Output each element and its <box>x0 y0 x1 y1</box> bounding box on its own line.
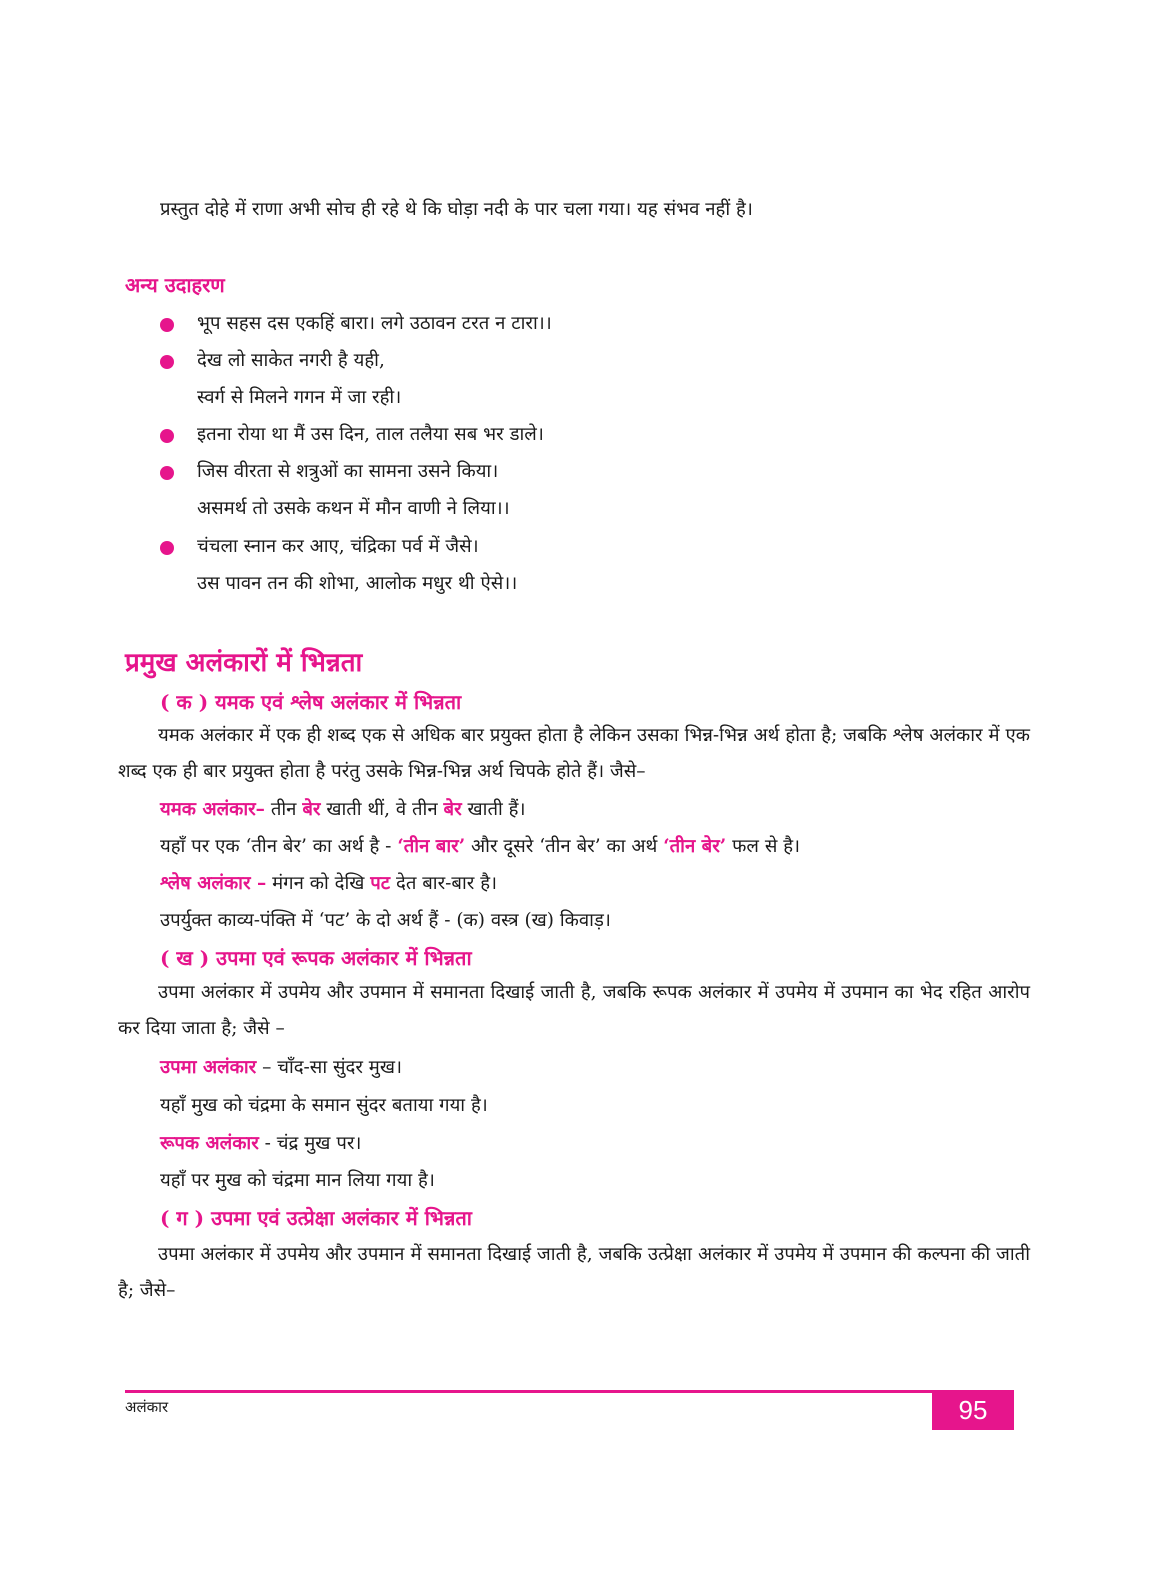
main-heading: प्रमुख अलंकारों में भिन्नता <box>125 648 363 678</box>
yamak-explanation <box>160 834 800 860</box>
bullet-icon <box>160 466 174 480</box>
yamak-example <box>160 797 526 823</box>
bullet-icon <box>160 318 174 332</box>
bullet-icon <box>160 541 174 555</box>
section-ka-heading: ( क ) यमक एवं श्लेष अलंकार में भिन्नता <box>160 690 462 714</box>
example-line: उस पावन तन की शोभा, आलोक मधुर थी ऐसे।। <box>197 573 518 594</box>
explanation-highlight: ‘तीन बार’ <box>397 836 466 857</box>
example-line: जिस वीरता से शत्रुओं का सामना उसने किया। <box>197 461 499 482</box>
bullet-icon <box>160 355 174 369</box>
section-ka-paragraph: यमक अलंकार में एक ही शब्द एक से अधिक बार प्रयुक्त होता है लेकिन उसका भिन्न-भिन्न अर्थ होता है; जबकि श्लेष अलंकार में एक शब्द एक ही बार प्रयुक्त होता है परंतु उसके भिन्न-भिन्न अर्थ चिपके होते हैं। जैसे– <box>118 725 1030 782</box>
yamak-highlight: बेर <box>302 799 321 820</box>
rupak-explanation: यहाँ पर मुख को चंद्रमा मान लिया गया है। <box>160 1170 435 1191</box>
shlesh-text: देत बार-बार है। <box>390 873 498 894</box>
upma-example <box>160 1055 402 1081</box>
section-ga-heading: ( ग ) उपमा एवं उत्प्रेक्षा अलंकार में भिन्नता <box>160 1206 472 1230</box>
yamak-text: खाती थीं, वे तीन <box>320 799 444 820</box>
rupak-label: रूपक अलंकार <box>160 1133 259 1154</box>
example-line: स्वर्ग से मिलने गगन में जा रही। <box>197 387 402 408</box>
section-kha-paragraph: उपमा अलंकार में उपमेय और उपमान में समानता दिखाई जाती है, जबकि रूपक अलंकार में उपमेय में उपमान का भेद रहित आरोप कर दिया जाता है; जैसे – <box>118 982 1030 1039</box>
explanation-highlight: ‘तीन बेर’ <box>663 836 727 857</box>
example-line: भूप सहस दस एकहिं बारा। लगे उठावन टरत न टारा।। <box>197 313 552 334</box>
example-line: इतना रोया था मैं उस दिन, ताल तलैया सब भर डाले। <box>197 424 544 445</box>
page-number: 95 <box>932 1390 1014 1430</box>
yamak-highlight: बेर <box>443 799 462 820</box>
yamak-label: यमक अलंकार– <box>160 799 265 820</box>
example-line: देख लो साकेत नगरी है यही, <box>197 350 385 371</box>
rupak-example <box>160 1131 361 1157</box>
footer-chapter-label: अलंकार <box>125 1398 169 1416</box>
upma-label: उपमा अलंकार <box>160 1057 257 1078</box>
example-line: असमर्थ तो उसके कथन में मौन वाणी ने लिया।। <box>197 498 510 519</box>
yamak-text: तीन <box>264 799 303 820</box>
upma-explanation: यहाँ मुख को चंद्रमा के समान सुंदर बताया गया है। <box>160 1095 488 1116</box>
shlesh-example <box>160 871 497 897</box>
yamak-text: खाती हैं। <box>461 799 526 820</box>
explanation-text: फल से है। <box>726 836 801 857</box>
examples-heading: अन्य उदाहरण <box>125 273 225 297</box>
shlesh-label: श्लेष अलंकार – <box>160 873 267 894</box>
explanation-text: यहाँ पर एक ‘तीन बेर’ का अर्थ है - <box>160 836 398 857</box>
section-kha-heading: ( ख ) उपमा एवं रूपक अलंकार में भिन्नता <box>160 946 472 970</box>
intro-text: प्रस्तुत दोहे में राणा अभी सोच ही रहे थे कि घोड़ा नदी के पार चला गया। यह संभव नहीं है। <box>160 199 753 220</box>
upma-text: – चाँद-सा सुंदर मुख। <box>256 1057 402 1078</box>
rupak-text: - चंद्र मुख पर। <box>258 1133 362 1154</box>
footer-rule <box>125 1390 1013 1393</box>
section-ga-paragraph: उपमा अलंकार में उपमेय और उपमान में समानता दिखाई जाती है, जबकि उत्प्रेक्षा अलंकार में उपमेय में उपमान की कल्पना की जाती है; जैसे– <box>118 1244 1030 1301</box>
example-line: चंचला स्नान कर आए, चंद्रिका पर्व में जैसे। <box>197 536 479 557</box>
bullet-icon <box>160 429 174 443</box>
shlesh-explanation: उपर्युक्त काव्य-पंक्ति में ‘पट’ के दो अर्थ हैं - (क) वस्त्र (ख) किवाड़। <box>160 910 611 931</box>
explanation-text: और दूसरे ‘तीन बेर’ का अर्थ <box>465 836 664 857</box>
shlesh-text: मंगन को देखि <box>266 873 371 894</box>
shlesh-highlight: पट <box>370 873 391 894</box>
